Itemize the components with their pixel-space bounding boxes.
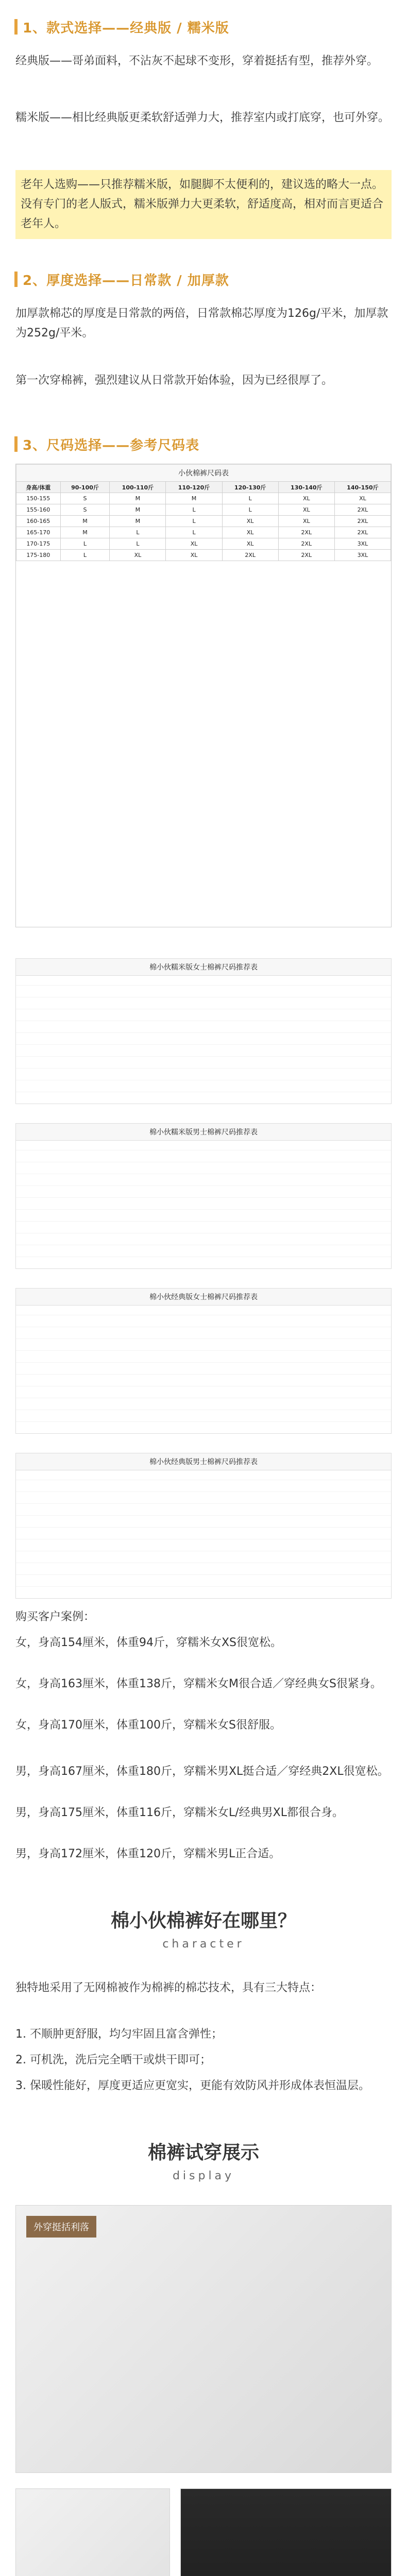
cell: L bbox=[166, 527, 222, 538]
style-nuomi-desc: 糯米版——相比经典版更柔软舒适弹力大，推荐室内或打底穿，也可外穿。 bbox=[15, 111, 390, 124]
size-header: 120-130斤 bbox=[222, 482, 278, 493]
cell: XL bbox=[166, 550, 222, 561]
character-subtitle: character bbox=[162, 1938, 245, 1951]
cell: 3XL bbox=[334, 538, 391, 550]
character-point: 2. 可机洗，洗后完全晒干或烘干即可； bbox=[15, 2054, 211, 2066]
table-row bbox=[16, 504, 391, 516]
table-row bbox=[16, 527, 391, 538]
cell: M bbox=[110, 504, 166, 516]
size-chart-title: 小伙棉裤尺码表 bbox=[16, 464, 391, 481]
cell: XL bbox=[278, 516, 334, 527]
size-chart-grid bbox=[16, 481, 391, 561]
cell: 165-170 bbox=[16, 527, 61, 538]
thickness-advice: 第一次穿棉裤，强烈建议从日常款开始体验，因为已经很厚了。 bbox=[15, 374, 333, 387]
thickness-desc: 加厚款棉芯的厚度是日常款的两倍，日常款棉芯厚度为126g/平米，加厚款为252g/平米。 bbox=[15, 307, 388, 340]
cell: L bbox=[110, 538, 166, 550]
case-item: 女，身高154厘米，体重94斤，穿糯米女XS很宽松。 bbox=[15, 1636, 282, 1649]
section-title-text: 1、款式选择——经典版 / 糯米版 bbox=[23, 20, 229, 36]
cell: L bbox=[110, 527, 166, 538]
cell: 160-165 bbox=[16, 516, 61, 527]
section-title-size bbox=[14, 433, 199, 455]
model-photo bbox=[15, 2205, 392, 2473]
cell: XL bbox=[222, 527, 278, 538]
table-caption: 棉小伙糯米版女士棉裤尺码推荐表 bbox=[15, 958, 392, 975]
cell: 170-175 bbox=[16, 538, 61, 550]
size-table-men-classic bbox=[15, 1453, 392, 1599]
cell: 155-160 bbox=[16, 504, 61, 516]
table-body-placeholder bbox=[15, 1470, 392, 1599]
table-body-placeholder bbox=[15, 1140, 392, 1269]
display-subtitle: display bbox=[172, 2170, 235, 2182]
size-chart-image bbox=[15, 464, 392, 927]
cell: 3XL bbox=[334, 550, 391, 561]
cell: XL bbox=[278, 504, 334, 516]
cell: XL bbox=[222, 516, 278, 527]
cell: 2XL bbox=[222, 550, 278, 561]
cell: 150-155 bbox=[16, 493, 61, 504]
size-table-women-classic bbox=[15, 1288, 392, 1434]
section-title-thickness bbox=[14, 268, 229, 291]
cell: L bbox=[222, 493, 278, 504]
cell: L bbox=[222, 504, 278, 516]
cell: L bbox=[60, 538, 110, 550]
title-accent-bar bbox=[14, 272, 18, 287]
case-item: 女，身高163厘米，体重138斤，穿糯米女M很合适／穿经典女S很紧身。 bbox=[15, 1677, 382, 1690]
character-title: 棉小伙棉裤好在哪里？ bbox=[110, 1910, 296, 1931]
cases-title: 购买客户案例： bbox=[15, 1611, 95, 1623]
table-caption: 棉小伙经典版男士棉裤尺码推荐表 bbox=[15, 1453, 392, 1470]
table-body-placeholder bbox=[15, 1305, 392, 1434]
character-header bbox=[0, 1906, 407, 1951]
cell: 2XL bbox=[334, 516, 391, 527]
cell: 2XL bbox=[278, 527, 334, 538]
table-row bbox=[16, 538, 391, 550]
table-row bbox=[16, 516, 391, 527]
size-header: 140-150斤 bbox=[334, 482, 391, 493]
size-header: 100-110斤 bbox=[110, 482, 166, 493]
cell: XL bbox=[222, 538, 278, 550]
character-point: 3. 保暖性能好，厚度更适应更宽实，更能有效防风并形成体表恒温层。 bbox=[15, 2079, 370, 2092]
cell: XL bbox=[278, 493, 334, 504]
cell: S bbox=[60, 493, 110, 504]
cell: 2XL bbox=[278, 550, 334, 561]
section-title-text: 3、尺码选择——参考尺码表 bbox=[23, 437, 200, 453]
size-header: 130-140斤 bbox=[278, 482, 334, 493]
display-title: 棉裤试穿展示 bbox=[147, 2142, 259, 2163]
cell: L bbox=[60, 550, 110, 561]
size-header: 身高/体重 bbox=[16, 482, 61, 493]
cell: 2XL bbox=[278, 538, 334, 550]
size-header: 90-100斤 bbox=[60, 482, 110, 493]
pants-closeup-photo bbox=[180, 2488, 392, 2576]
size-table-men-nuomi bbox=[15, 1123, 392, 1269]
cell: XL bbox=[334, 493, 391, 504]
model-photo bbox=[15, 2488, 170, 2576]
character-intro: 独特地采用了无网棉被作为棉裤的棉芯技术，具有三大特点： bbox=[15, 1981, 322, 1994]
cell: M bbox=[110, 493, 166, 504]
cell: L bbox=[166, 516, 222, 527]
table-body-placeholder bbox=[15, 975, 392, 1104]
cell: M bbox=[60, 527, 110, 538]
section-title-style bbox=[14, 15, 229, 38]
size-header: 110-120斤 bbox=[166, 482, 222, 493]
table-row bbox=[16, 493, 391, 504]
cell: M bbox=[166, 493, 222, 504]
cell: 175-180 bbox=[16, 550, 61, 561]
character-point: 1. 不顺肿更舒服，均匀牢固且富含弹性； bbox=[15, 2028, 223, 2041]
case-item: 男，身高175厘米，体重116斤，穿糯米女L/经典男XL都很合身。 bbox=[15, 1806, 344, 1819]
style-elder-desc: 老年人选购——只推荐糯米版，如腿脚不太便利的，建议选的略大一点。没有专门的老人版式，糯米版弹力大更柔软，舒适度高，相对而言更适合老年人。 bbox=[15, 170, 392, 239]
cell: M bbox=[60, 516, 110, 527]
table-row bbox=[16, 550, 391, 561]
photo-tag: 外穿挺括利落 bbox=[26, 2216, 96, 2238]
table-caption: 棉小伙糯米版男士棉裤尺码推荐表 bbox=[15, 1123, 392, 1140]
cell: 2XL bbox=[334, 504, 391, 516]
case-item: 女，身高170厘米，体重100斤，穿糯米女S很舒服。 bbox=[15, 1719, 281, 1732]
section-title-text: 2、厚度选择——日常款 / 加厚款 bbox=[23, 273, 229, 289]
cell: 2XL bbox=[334, 527, 391, 538]
case-item: 男，身高172厘米，体重120斤，穿糯米男L正合适。 bbox=[15, 1848, 281, 1860]
title-accent-bar bbox=[14, 19, 18, 35]
cell: L bbox=[166, 504, 222, 516]
title-accent-bar bbox=[14, 436, 18, 452]
style-classic-desc: 经典版——哥弟面料，不沾灰不起球不变形，穿着挺括有型，推荐外穿。 bbox=[15, 55, 379, 67]
cell: M bbox=[110, 516, 166, 527]
cell: XL bbox=[166, 538, 222, 550]
display-header bbox=[0, 2138, 407, 2182]
size-table-women-nuomi bbox=[15, 958, 392, 1104]
cell: S bbox=[60, 504, 110, 516]
case-item: 男，身高167厘米，体重180斤，穿糯米男XL挺合适／穿经典2XL很宽松。 bbox=[15, 1765, 389, 1778]
cell: XL bbox=[110, 550, 166, 561]
table-caption: 棉小伙经典版女士棉裤尺码推荐表 bbox=[15, 1288, 392, 1305]
